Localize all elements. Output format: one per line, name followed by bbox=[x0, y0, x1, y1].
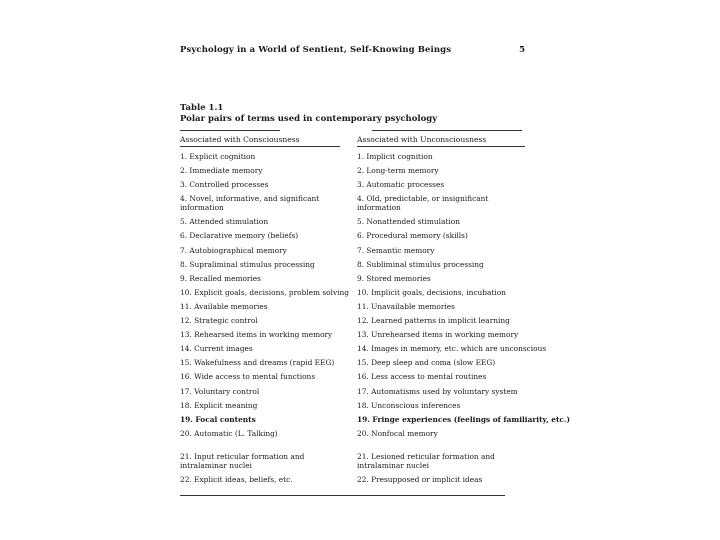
table-caption: Polar pairs of terms used in contemporary psychology bbox=[180, 114, 438, 124]
table-cell: 13. Rehearsed items in working memory bbox=[180, 330, 333, 340]
table-cell: 2. Immediate memory bbox=[180, 166, 263, 176]
right-column bbox=[357, 152, 570, 489]
table-cell: 16. Less access to mental routines bbox=[357, 372, 487, 382]
table-cell: 2. Long-term memory bbox=[357, 166, 439, 176]
table-cell: 11. Available memories bbox=[180, 301, 268, 311]
table-cell: 3. Controlled processes bbox=[180, 180, 269, 190]
table-cell: 20. Nonfocal memory bbox=[357, 428, 438, 438]
table-cell: 11. Unavailable memories bbox=[357, 301, 455, 311]
table-cell: 21. Input reticular formation and intralaminar nuclei bbox=[180, 451, 305, 470]
table-cell: 3. Automatic processes bbox=[357, 180, 445, 190]
table-cell: 1. Implicit cognition bbox=[357, 152, 433, 161]
table-cell: 21. Lesioned reticular formation and intralaminar nuclei bbox=[357, 451, 495, 470]
table-cell: 1. Explicit cognition bbox=[180, 152, 256, 161]
table-cell: 7. Semantic memory bbox=[357, 245, 435, 255]
table-cell: 9. Stored memories bbox=[357, 273, 431, 283]
table-cell: 8. Subliminal stimulus processing bbox=[357, 259, 484, 269]
table-cell: 6. Declarative memory (beliefs) bbox=[180, 231, 299, 241]
table-cell: 22. Explicit ideas, beliefs, etc. bbox=[180, 474, 293, 484]
header-rule-right bbox=[357, 146, 525, 147]
table-cell: 5. Nonattended stimulation bbox=[357, 217, 460, 227]
table-cell: 17. Voluntary control bbox=[180, 386, 260, 396]
running-title: Psychology in a World of Sentient, Self-Knowing Beings bbox=[180, 45, 452, 55]
table-cell: 12. Strategic control bbox=[180, 316, 258, 326]
table-cell: 8. Supraliminal stimulus processing bbox=[180, 259, 315, 269]
table-cell: 4. Old, predictable, or insignificant information bbox=[357, 194, 489, 213]
table-cell: 16. Wide access to mental functions bbox=[180, 372, 316, 382]
table-label: Table 1.1 bbox=[180, 103, 224, 113]
table-cell: 17. Automatisms used by voluntary system bbox=[357, 386, 518, 396]
header-rule-left bbox=[180, 146, 340, 147]
table-top-rule-right bbox=[372, 130, 522, 131]
table-cell: 18. Explicit meaning bbox=[180, 400, 258, 410]
left-column bbox=[180, 152, 350, 489]
table-cell: 14. Images in memory, etc. which are unconscious bbox=[357, 344, 547, 354]
table-cell: 9. Recalled memories bbox=[180, 273, 261, 283]
running-head bbox=[180, 45, 525, 61]
table-cell: 10. Explicit goals, decisions, problem solving bbox=[180, 287, 350, 297]
table-cell: 15. Wakefulness and dreams (rapid EEG) bbox=[180, 358, 335, 368]
table-cell: 7. Autobiographical memory bbox=[180, 245, 287, 255]
table-cell: 20. Automatic (L. Talking) bbox=[180, 428, 278, 438]
table-cell: 13. Unrehearsed items in working memory bbox=[357, 330, 519, 340]
table-cell: 15. Deep sleep and coma (slow EEG) bbox=[357, 358, 496, 368]
page-number: 5 bbox=[519, 45, 525, 55]
table-cell: 18. Unconscious inferences bbox=[357, 400, 461, 410]
col-right-header: Associated with Unconsciousness bbox=[357, 135, 487, 144]
table-cell: 4. Novel, informative, and significant information bbox=[180, 194, 320, 213]
table-cell: 22. Presupposed or implicit ideas bbox=[357, 474, 483, 484]
col-left-header: Associated with Consciousness bbox=[180, 135, 300, 144]
table-cell: 5. Attended stimulation bbox=[180, 217, 269, 227]
table-cell: 19. Fringe experiences (feelings of familiarity, etc.) bbox=[357, 414, 570, 424]
table-cell: 19. Focal contents bbox=[180, 414, 256, 424]
table-top-rule-left bbox=[180, 130, 280, 131]
table-cell: 12. Learned patterns in implicit learning bbox=[357, 316, 510, 326]
table-cell: 6. Procedural memory (skills) bbox=[357, 231, 468, 241]
table-cell: 10. Implicit goals, decisions, incubation bbox=[357, 287, 506, 297]
table-bottom-rule bbox=[180, 495, 505, 496]
table-cell: 14. Current images bbox=[180, 344, 253, 354]
